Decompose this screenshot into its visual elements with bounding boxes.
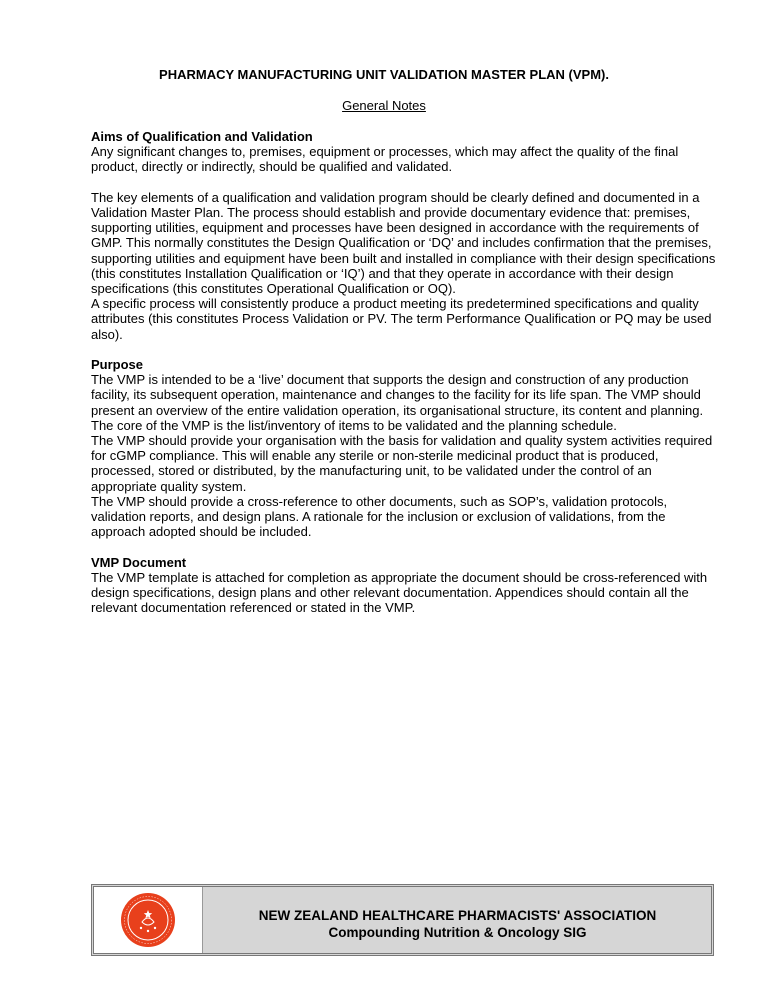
group-name: Compounding Nutrition & Oncology SIG [328, 925, 587, 940]
aims-paragraph-2: The key elements of a qualification and validation program should be clearly defined and documented in a Validation Master Plan. The process should establish and provide documentary evidence that: premises, supporting utilities, equipment and processes have been designed in accordance with the requirements of GMP. This normally constitutes the Design Qualification or ‘DQ’ and includes confirmation that the premises, supporting utilities and equipment have been built and installed in compliance with their design specifications (this constitutes Installation Qualification or ‘IQ’) and that they operate in accordance with their design specifications (this constitutes Operational Qualification or OQ). [91, 189, 716, 297]
vmp-document-paragraph: The VMP template is attached for completion as appropriate the document should be cross-referenced with design specifications, design plans and other relevant documentation. Appendices should contain all the relevant documentation referenced or stated in the VMP. [91, 569, 708, 616]
document-title: PHARMACY MANUFACTURING UNIT VALIDATION MASTER PLAN (VPM). [159, 67, 609, 82]
organization-name: NEW ZEALAND HEALTHCARE PHARMACISTS' ASSOCIATION [258, 908, 657, 923]
footer-organization [204, 907, 711, 941]
vmp-document-heading: VMP Document [91, 554, 187, 570]
purpose-paragraph-1: The VMP is intended to be a ‘live’ document that supports the design and construction of any production facility, its subsequent operation, maintenance and changes to the facility for its life span. The VMP should present an overview of the entire validation operation, its organisational structure, its content and planning. The core of the VMP is the list/inventory of items to be validated and the planning schedule. [91, 372, 704, 433]
document-body [91, 129, 721, 615]
aims-heading: Aims of Qualification and Validation [91, 129, 313, 144]
association-seal-icon [120, 892, 176, 948]
document-subtitle: General Notes [342, 98, 426, 113]
purpose-paragraph-3: The VMP should provide a cross-reference to other documents, such as SOP’s, validation protocols, validation reports, and design plans. A rationale for the inclusion or exclusion of validations, from the approach adopted should be included. [91, 493, 668, 540]
aims-paragraph-3: A specific process will consistently produce a product meeting its predetermined specifications and quality attributes (this constitutes Process Validation or PV. The term Performance Qualification or PQ may be used also). [91, 296, 712, 342]
purpose-heading: Purpose [91, 357, 144, 373]
footer-banner [91, 884, 714, 956]
aims-paragraph-1: Any significant changes to, premises, equipment or processes, which may affect the quality of the final product, directly or indirectly, should be qualified and validated. [91, 144, 679, 175]
purpose-paragraph-2: The VMP should provide your organisation with the basis for validation and quality system activities required for cGMP compliance. This will enable any sterile or non-sterile medicinal product that is produced, processed, stored or distributed, by the manufacturing unit, to be validated under the control of an appropriate quality system. [91, 433, 713, 494]
logo-cell [94, 887, 203, 953]
